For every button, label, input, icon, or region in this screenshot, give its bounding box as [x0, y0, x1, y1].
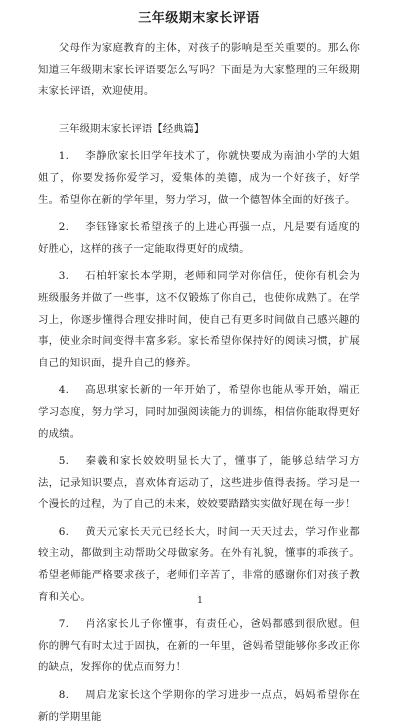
- section-heading: 三年级期末家长评语【经典篇】: [58, 122, 205, 135]
- item-text: 周启龙家长这个学期你的学习进步一点点，妈妈希望你在新的学期里能: [38, 689, 360, 723]
- list-item: [38, 685, 360, 728]
- list-item: [38, 614, 360, 679]
- document-title: 三年级期末家长评语: [138, 11, 260, 26]
- list-item: [38, 451, 360, 516]
- item-number: 8.: [58, 689, 70, 702]
- item-text: 石柏轩家长本学期，老师和同学对你信任，使你有机会为班级服务并做了一些事，这不仅锻炼了你自己，也使你成熟了。在学习上，你逐步懂得合理安排时间，使自己有更多时间做自己感兴趣的事，使业余时间变得丰富多彩。家长希望你保持好的阅读习惯，扩展自己的知识面，提升自己的修养。: [38, 270, 360, 369]
- item-text: 李静欣家长旧学年技术了，你就快要成为南油小学的大姐姐了，你要发扬你爱学习，爱集体的美德，成为一个好孩子，好学生。希望你在新的学年里，努力学习，做一个德智体全面的好孩子。: [38, 150, 360, 206]
- item-number: 5.: [58, 455, 70, 468]
- item-text: 黄天元家长天元已经长大，时间一天天过去，学习作业都较主动，都做到主动帮助父母做家务。在外有礼貌，懂事的乖孩子。希望老师能严格要求孩子，老师们辛苦了，非常的感谢你们对孩子教育和关心。: [38, 525, 360, 603]
- item-number: 4.: [58, 384, 70, 397]
- item-number: 3.: [58, 270, 70, 283]
- list-item: [38, 266, 360, 374]
- item-text: 肖洺家长儿子你懂事，有责任心，爸妈都感到很欣慰。但你的脾气有时太过于固执，在新的一年里，爸妈希望能够你多改正你的缺点，发挥你的优点而努力！: [38, 618, 360, 674]
- item-number: 6.: [58, 525, 70, 538]
- item-text: 高思琪家长新的一年开始了，希望你也能从零开始，端正学习态度，努力学习，同时加强阅读能力的训练，相信你能取得更好的成绩。: [38, 384, 360, 440]
- item-number: 2.: [58, 221, 70, 234]
- item-number: 7.: [58, 618, 70, 631]
- intro-paragraph: 父母作为家庭教育的主体，对孩子的影响是至关重要的。那么你知道三年级期末家长评语要怎么写吗？下面是为大家整理的三年级期末家长评语，欢迎使用。: [38, 42, 360, 98]
- item-text: 李钰锋家长希望孩子的上进心再强一点，凡是要有适度的好胜心，这样的孩子一定能取得更好的成绩。: [38, 221, 360, 255]
- list-item: [38, 146, 360, 211]
- item-text: 秦羲和家长姣姣明显长大了，懂事了，能够总结学习方法，记录知识要点，喜欢体育运动了，这些进步值得表扬。学习是一个漫长的过程，为了自己的未来，姣姣要踏踏实实做好现在每一步！: [38, 455, 360, 511]
- list-item: [38, 380, 360, 445]
- page-number: 1: [197, 596, 203, 606]
- item-number: 1.: [58, 150, 70, 163]
- list-item: [38, 217, 360, 260]
